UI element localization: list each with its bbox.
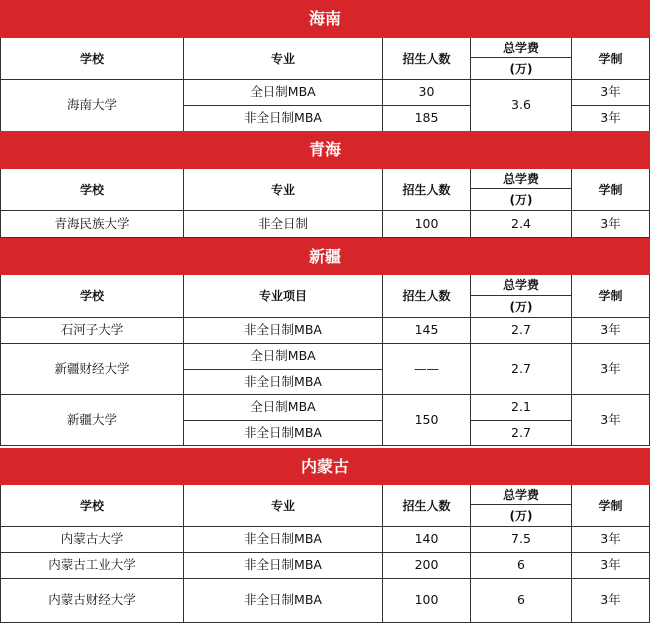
table-row [1,318,650,344]
table-row [1,80,650,106]
header-enrollment: 招生人数 [383,169,471,211]
duration-cell: 3年 [572,80,650,106]
header-enrollment: 招生人数 [383,485,471,527]
major-cell: 非全日制MBA [184,553,383,579]
school-cell: 石河子大学 [1,318,184,344]
duration-cell: 3年 [572,553,650,579]
school-cell: 海南大学 [1,80,184,132]
enrollment-cell: 100 [383,211,471,238]
major-cell: 非全日制MBA [184,527,383,553]
region-table-xinjiang [0,238,650,446]
region-title: 内蒙古 [1,449,650,485]
major-cell: 非全日制MBA [184,421,383,446]
table-row [1,211,650,238]
header-duration: 学制 [572,485,650,527]
header-enrollment: 招生人数 [383,38,471,80]
fee-cell: 3.6 [471,80,572,132]
fee-cell: 7.5 [471,527,572,553]
duration-cell: 3年 [572,579,650,623]
fee-cell: 6 [471,579,572,623]
enrollment-cell: 140 [383,527,471,553]
major-cell: 全日制MBA [184,80,383,106]
enrollment-cell: 100 [383,579,471,623]
header-major: 专业 [184,169,383,211]
header-school: 学校 [1,275,184,318]
header-fee: 总学费 [471,275,572,296]
fee-cell: 2.1 [471,395,572,421]
header-duration: 学制 [572,275,650,318]
school-cell: 青海民族大学 [1,211,184,238]
enrollment-cell: 200 [383,553,471,579]
fee-cell: 2.7 [471,318,572,344]
school-cell: 内蒙古财经大学 [1,579,184,623]
header-duration: 学制 [572,38,650,80]
header-fee-unit: (万) [471,189,572,211]
region-table-qinghai [0,131,650,238]
header-major: 专业 [184,485,383,527]
school-cell: 新疆财经大学 [1,344,184,395]
duration-cell: 3年 [572,527,650,553]
major-cell: 非全日制MBA [184,318,383,344]
table-row [1,553,650,579]
table-row [1,344,650,370]
major-cell: 非全日制MBA [184,579,383,623]
school-cell: 内蒙古工业大学 [1,553,184,579]
region-table-neimenggu [0,448,650,623]
major-cell: 非全日制MBA [184,370,383,395]
school-cell: 内蒙古大学 [1,527,184,553]
region-title: 青海 [1,132,650,169]
enrollment-cell: 185 [383,106,471,132]
table-row [1,527,650,553]
enrollment-cell: 145 [383,318,471,344]
region-table-hainan [0,0,650,132]
table-row [1,579,650,623]
header-fee: 总学费 [471,485,572,505]
duration-cell: 3年 [572,106,650,132]
duration-cell: 3年 [572,211,650,238]
major-cell: 非全日制 [184,211,383,238]
region-title: 海南 [1,1,650,38]
header-fee-unit: (万) [471,505,572,527]
school-cell: 新疆大学 [1,395,184,446]
header-school: 学校 [1,38,184,80]
enrollment-cell: —— [383,344,471,395]
major-cell: 全日制MBA [184,344,383,370]
fee-cell: 2.7 [471,344,572,395]
region-title: 新疆 [1,239,650,275]
header-fee-unit: (万) [471,58,572,80]
duration-cell: 3年 [572,344,650,395]
header-enrollment: 招生人数 [383,275,471,318]
enrollment-cell: 150 [383,395,471,446]
fee-cell: 2.7 [471,421,572,446]
header-school: 学校 [1,169,184,211]
header-major-item: 专业项目 [184,275,383,318]
header-fee-unit: (万) [471,296,572,318]
table-row [1,395,650,421]
major-cell: 非全日制MBA [184,106,383,132]
enrollment-cell: 30 [383,80,471,106]
header-school: 学校 [1,485,184,527]
duration-cell: 3年 [572,395,650,446]
duration-cell: 3年 [572,318,650,344]
major-cell: 全日制MBA [184,395,383,421]
fee-cell: 2.4 [471,211,572,238]
header-fee: 总学费 [471,38,572,58]
header-major: 专业 [184,38,383,80]
header-fee: 总学费 [471,169,572,189]
fee-cell: 6 [471,553,572,579]
header-duration: 学制 [572,169,650,211]
